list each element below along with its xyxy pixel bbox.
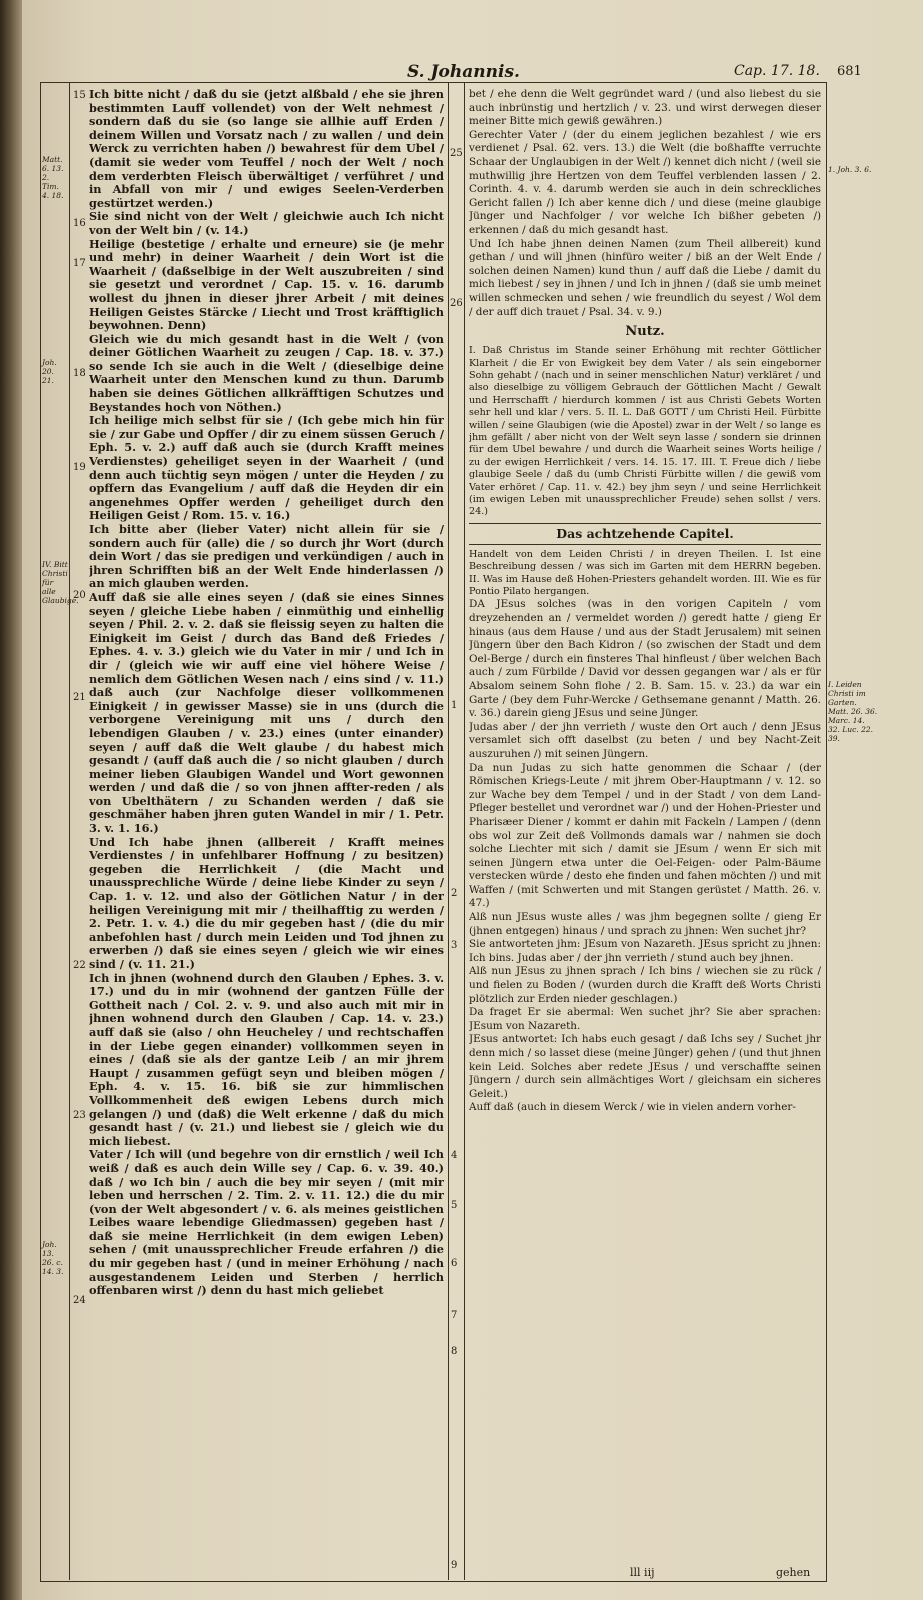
verse-number: 17 [73, 258, 86, 269]
verse-text: Gleich wie du mich gesandt hast in die Welt / (von deiner Götlichen Waarheit zu zeugen / Cap. 18. v. 37.) so sende Ich sie auch in die Welt / (dieselbige deine Waarheit unter den Menschen kund zu thun. Darumb haben sie deines Götlichen allkräfftigen Schutzes und Beystandes hoch von Nöthen.) [89, 331, 444, 414]
margin-note: 1. Joh. 3. 6. [828, 165, 872, 174]
left-margin-rule [69, 82, 70, 1580]
margin-note: Matt. 6. 13. 2. Tim. 4. 18. [42, 155, 64, 200]
verse-text: Heilige (bestetige / erhalte und erneure) sie (je mehr und mehr) in deiner Waarheit / dein Wort ist die Waarheit / (daßselbige in der Welt auszubreiten / sind sie gesetzt und verordnet / Cap. 15. v. 16. darumb wollest du jhnen in dieser jhrer Arbeit / mit deines Heiligen Geistes Stärcke / Liecht und Trost kräfftiglich beywohnen. Denn) [89, 236, 444, 333]
verse-number: 22 [73, 960, 86, 971]
verse-text: Gerechter Vater / (der du einem jeglichen bezahlest / wie ers verdienet / Psal. 62. vers. 13.) die Welt (die boßhaffte verruchte Schaar der Unglaubigen in der Welt /) kennet dich nicht / (weil sie muthwillig jhre Hertzen von dem Teuffel verblenden lassen / 2. Corinth. 4. v. 4. darumb werden sie auch in dein schreckliches Gericht fallen /) Ich aber kenne dich / und diese (meine glaubige Jünger und Nachfolger / vor welche Ich bißher gebeten /) erkennen / daß du mich gesandt hast. [469, 128, 821, 236]
verse-text: Auff daß sie alle eines seyen / (daß sie eines Sinnes seyen / gleiche Liebe haben / einmüthig und einhellig seyen / Phil. 2. v. 2. daß sie fleissig seyen zu halten die Einigkeit im Geist / durch das Band deß Friedes / Ephes. 4. v. 3.) gleich wie du Vater in mir / und Ich in dir / (gleich wie wir auff eine viel höhere Weise / nemlich dem Götlichen Wesen nach / eins sind / v. 11.) daß auch (zur Nachfolge dieser vollkommenen Einigkeit / in gewisser Masse) sie in uns (durch die verborgene Vereinigung mit uns / durch den lebendigen Glauben / v. 23.) eines (unter einander) seyen / auff daß die Welt glaube / du habest mich gesandt / (auff daß auch die / so nicht glauben / durch meiner lieben Glaubigen Wandel und Wort gewonnen werden / und daß die / so von jhnen affter-reden / als von Ubelthätern / zu Schanden werden / daß sie geschmäher haben jhren guten Wandel in mir / 1. Petr. 3. v. 1. 16.) [89, 589, 444, 836]
center-rule-left [448, 82, 449, 1580]
nutz-text: I. Daß Christus im Stande seiner Erhöhung mit rechter Göttlicher Klarheit / die Er von Ewigkeit bey dem Vater / als sein eingeborner Sohn gehabt / (nach und in seiner menschlichen Natur) verkläret / und also dieselbige zu völligem Gebrauch der Göttlichen Macht / Gewalt und Herrschafft / hierdurch kommen / ist aus Christi Gebets Worten sehr hell und klar / vers. 5. II. L. Daß GOTT / um Christi Heil. Fürbitte willen / seine Glaubigen (wie die Apostel) zwar in der Welt / so lange es jhm gefällt / aber nicht von der Welt seyn lasse / sondern sie drinnen für dem Ubel bewahre / und durch die Waarheit seines Worts heilige / zu der ewigen Herrlichkeit / vers. 14. 15. 17. III. T. Freue dich / liebe glaubige Seele / daß du (umb Christi Fürbitte willen / die gewiß vom Vater erhöret / Cap. 11. v. 42.) bey jhm seyn / und seine Herrlichkeit (im ewigen Leben mit unaussprechlicher Freude) sehen sollst / vers. 24.) [469, 345, 821, 518]
verse-number: 3 [451, 940, 458, 951]
verse-text: Da fraget Er sie abermal: Wen suchet jhr? Sie aber sprachen: JEsum von Nazareth. [469, 1006, 821, 1032]
verse-number: 8 [451, 1346, 458, 1357]
header-title: S. Johannis. [407, 62, 520, 82]
verse-text: Vater / Ich will (und begehre von dir ernstlich / weil Ich weiß / daß es auch dein Wille sey / Cap. 6. v. 39. 40.) daß / wo Ich bin / auch die bey mir seyen / (mit mir leben und herrschen / 2. Tim. 2. v. 11. 12.) die du mir (von der Welt abgesondert / v. 6. als meines geistlichen Leibes waare lebendige Gliedmassen) gegeben hast / daß sie meine Herrlichkeit (in dem ewigen Leben) sehen / (mit unaussprechlicher Freude erfahren /) die du mir gegeben hast / (und in meiner Erhöhung / nach ausgestandenem Leiden und Sterben / herrlich offenbaren wirst /) denn du hast mich geliebet [89, 1147, 444, 1298]
verse-text: Ich in jhnen (wohnend durch den Glauben / Ephes. 3. v. 17.) und du in mir (wohnend der gantzen Fülle der Gottheit nach / Col. 2. v. 9. und also auch mit mir in jhnen wohnend durch den Glauben / Cap. 14. v. 23.) auff daß sie (also / ohn Heucheley / und rechtschaffen in der Liebe gegen einander) vollkommen seyen in eines / (daß sie als der gantze Leib / an mir jhrem Haupt / zusammen gefügt seyn und bleiben mögen / Eph. 4. v. 15. 16. biß sie zur himmlischen Vollkommenheit deß ewigen Lebens durch mich gelangen /) und (daß) die Welt erkenne / daß du mich gesandt hast / (v. 21.) und liebest sie / gleich wie du mich liebest. [89, 970, 444, 1148]
verse-number: 2 [451, 888, 458, 899]
verse-text: Sie sind nicht von der Welt / gleichwie auch Ich nicht von der Welt bin / (v. 14.) [89, 209, 444, 237]
margin-note: Joh. 13. 26. c. 14. 3. [42, 1240, 64, 1276]
verse-number: 4 [451, 1150, 458, 1161]
margin-note: Joh. 20. 21. [42, 358, 57, 385]
verse-number: 5 [451, 1200, 458, 1211]
verse-number: 21 [73, 692, 86, 703]
verse-text: Und Ich habe jhnen deinen Namen (zum Theil allbereit) kund gethan / und will jhnen (hinfüro weiter / biß an der Welt Ende / solchen deinen Namen) kund thun / auff daß die Liebe / damit du mich liebest / sey in jhnen / und Ich in jhnen / (daß sie umb meinet willen schmecken und sehen / wie freundlich du seyest / Wol dem / der auff dich trauet / Psal. 34. v. 9.) [469, 237, 821, 318]
chapter-heading: Das achtzehende Capitel. [469, 523, 821, 545]
verse-text: bet / ehe denn die Welt gegründet ward / (und also liebest du sie auch inbrünstig und hertzlich / v. 23. und wirst derwegen dieser meiner Bitte mich gewiß gewähren.) [469, 88, 821, 128]
verse-text: Judas aber / der jhn verrieth / wuste den Ort auch / denn JEsus versamlet sich offt daselbst (zu beten / und bey Nacht-Zeit auszuruhen /) mit seinen Jüngern. [469, 720, 821, 760]
verse-number: 9 [451, 1560, 458, 1571]
chapter-summary: Handelt von dem Leiden Christi / in dreyen Theilen. I. Ist eine Beschreibung dessen / was sich im Garten mit dem HERRN begeben. II. Was im Hause deß Hohen-Priesters gehandelt worden. III. Wie es für Pontio Pilato hergangen. [469, 548, 821, 597]
verse-text: Alß nun JEsus wuste alles / was jhm begegnen sollte / gieng Er (jhnen entgegen) hinaus / und sprach zu jhnen: Wen suchet jhr? [469, 911, 821, 937]
verse-number: 26 [450, 298, 463, 309]
verse-text: JEsus antwortet: Ich habs euch gesagt / daß Ichs sey / Suchet jhr denn mich / so lasset diese (meine Jünger) gehen / (und thut jhnen kein Leid. Solches aber redete JEsus / und verschaffte seinen Jüngern / durch sein allmächtiges Wort / gleichsam ein sicheres Geleit.) [469, 1033, 821, 1100]
verse-number: 16 [73, 218, 86, 229]
header-rule [40, 82, 825, 83]
left-column [89, 88, 444, 1578]
margin-note: I. Leiden Christi im Garten. Matt. 26. 36. Marc. 14. 32. Luc. 22. 39. [828, 680, 878, 743]
header-chapter: Cap. 17. 18. [734, 63, 820, 79]
verse-text: DA JEsus solches (was in den vorigen Capiteln / vom dreyzehenden an / vermeldet worden /) geredt hatte / gieng Er hinaus (aus dem Hause / und aus der Stadt Jerusalem) mit seinen Jüngern über den Bach Kidron / (so zwischen der Stadt und dem Oel-Berge / durch ein finsteres Thal hinfleust / über welchen Bach auch / zum Fürbilde / David vor dessen gegangen war / als er für Absalom seinem Sohn flohe / 2. B. Sam. 15. v. 23.) da war ein Garte / (bey dem Fuhr-Wercke / Gethsemane genannt / Matth. 26. v. 36.) darein gieng JEsus und seine Jünger. [469, 598, 821, 720]
verse-number: 20 [73, 590, 86, 601]
verse-text: Ich bitte aber (lieber Vater) nicht allein für sie / sondern auch für (alle) die / so durch jhr Wort (durch dein Wort / das sie predigen und verkündigen / auch in jhren Schrifften biß an der Welt Ende hinderlassen /) an mich glauben werden. [89, 522, 444, 591]
verse-number: 15 [73, 90, 86, 101]
book-gutter [0, 0, 22, 1600]
verse-text: Und Ich habe jhnen (allbereit / Krafft meines Verdienstes / in unfehlbarer Hoffnung / zu besitzen) gegeben die Herrlichkeit / (die Macht und unaussprechliche Würde / deine liebe Kinder zu seyn / Cap. 1. v. 12. und also der Götlichen Natur / in der heiligen Vereinigung mit mir / theilhafftig zu werden / 2. Petr. 1. v. 4.) die du mir gegeben hast / (die du mir anbefohlen hast / durch mein Leiden und Tod jhnen zu erwerben /) daß sie eines seyen / gleich wie wir eines sind / (v. 11. 21.) [89, 834, 444, 971]
verse-number: 6 [451, 1258, 458, 1269]
verse-text: Da nun Judas zu sich hatte genommen die Schaar / (der Römischen Kriegs-Leute / mit jhrem Ober-Hauptmann / v. 12. so zur Wache bey dem Tempel / und in der Stadt / von dem Land-Pfleger bestellet und verordnet war /) und der Hohen-Priester und Pharisæer Diener / kommt er dahin mit Fackeln / Lampen / (denn obs wol zur Zeit deß Vollmonds damals war / nahmen sie doch solche Liechter mit sich / damit sie JEsum / wenn Er sich mit seinen Jüngern etwa unter die Oel-Feigen- oder Palm-Bäume verstecken würde / desto ehe finden und fahen möchten /) und mit Waffen / (mit Schwerten und mit Stangen gerüstet / Matth. 26. v. 47.) [469, 761, 821, 910]
verse-number: 18 [73, 368, 86, 379]
verse-number: 19 [73, 462, 86, 473]
verse-number: 25 [450, 148, 463, 159]
nutz-heading: Nutz. [625, 324, 665, 340]
right-column [469, 88, 821, 1558]
verse-text: Auff daß (auch in diesem Werck / wie in vielen andern vorher- [469, 1101, 796, 1114]
printer-signature: lll iij [630, 1566, 655, 1579]
verse-text: Ich heilige mich selbst für sie / (Ich gebe mich hin für sie / zur Gabe und Opffer / dir zu einem süssen Geruch / Eph. 5. v. 2.) auff daß auch sie (durch Krafft meines Verdienstes) geheiliget seyen in der Waarheit / (und denn auch tüchtig seyn mögen / unter die Heyden / zu opffern das Evangelium / auff daß die Heyden dir ein angenehmes Opffer werden / geheiliget durch den Heiligen Geist / Rom. 15. v. 16.) [89, 413, 444, 523]
center-rule-right [464, 82, 465, 1580]
margin-note: IV. Bitt Christi für alle Glaubige. [42, 560, 79, 605]
page-number: 681 [837, 64, 862, 79]
verse-number: 24 [73, 1295, 86, 1306]
verse-number: 7 [451, 1310, 458, 1321]
verse-number: 1 [451, 700, 458, 711]
verse-number: 23 [73, 1110, 86, 1121]
verse-text: Ich bitte nicht / daß du sie (jetzt alßbald / ehe sie jhren bestimmten Lauff vollendet) von der Welt nehmest / sondern daß du sie (so lange sie allhie auff Erden / deinem Willen und Vorsatz nach / zu wallen / und dein Werck zu verrichten haben /) bewahrest für dem Ubel / (damit sie weder vom Teuffel / noch der Welt / noch dem verderbten Fleisch überwältiget / verführet / und in Abfall von mir / und ewiges Seelen-Verderben gestürtzet werden.) [89, 88, 444, 210]
verse-text: Sie antworteten jhm: JEsum von Nazareth. JEsus spricht zu jhnen: Ich bins. Judas aber / der jhn verrieth / stund auch bey jhnen. [469, 938, 821, 964]
catchword: gehen [776, 1566, 811, 1579]
verse-text: Alß nun JEsus zu jhnen sprach / Ich bins / wiechen sie zu rück / und fielen zu Boden / (wurden durch die Krafft deß Worts Christi plötzlich zur Erden nieder geschlagen.) [469, 965, 821, 1005]
book-page [22, 0, 923, 1600]
